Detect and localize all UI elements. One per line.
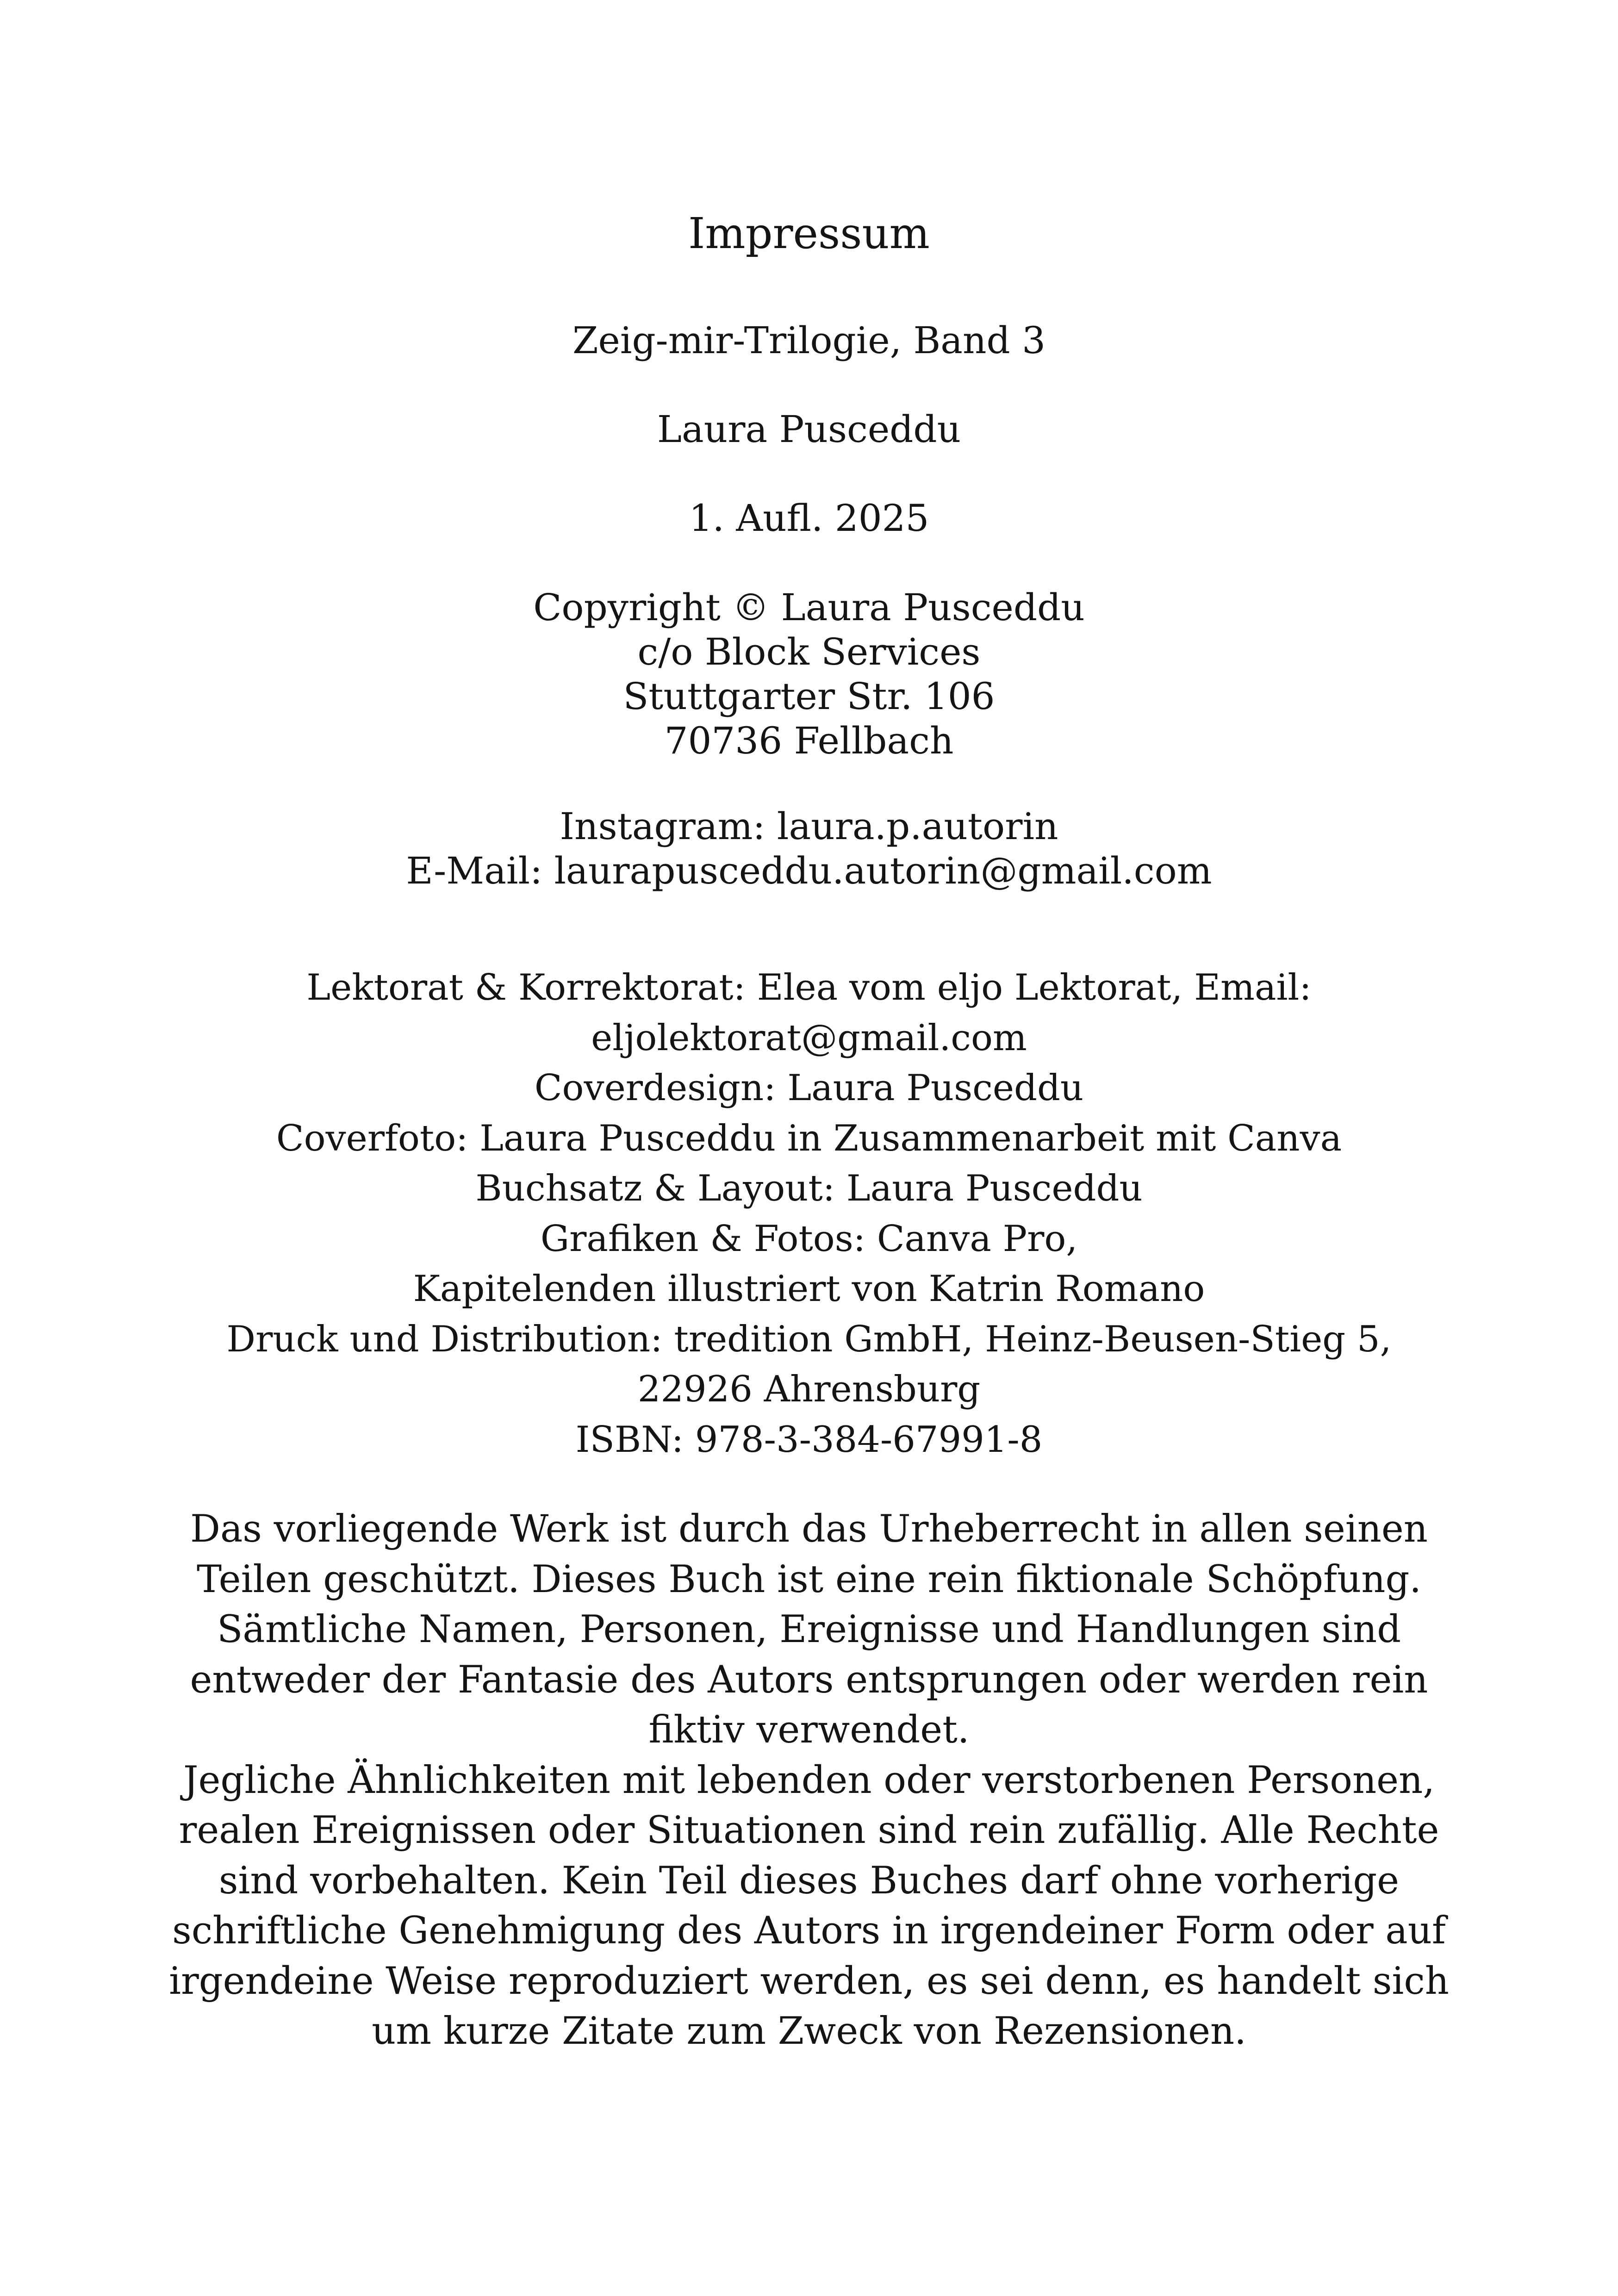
page-title: Impressum <box>688 209 930 258</box>
credit-line: Grafiken & Fotos: Canva Pro, <box>540 1218 1078 1260</box>
credit-line: eljolektorat@gmail.com <box>591 1017 1027 1059</box>
legal-line: entweder der Fantasie des Autors entsprungen oder werden rein <box>190 1658 1428 1702</box>
legal-notice <box>0 1504 1618 2057</box>
contact-info <box>0 804 1618 893</box>
legal-line: um kurze Zitate zum Zweck von Rezensionen. <box>372 2010 1246 2053</box>
edition-info: 1. Aufl. 2025 <box>689 497 929 540</box>
credits-list <box>0 963 1618 1465</box>
legal-line: Sämtliche Namen, Personen, Ereignisse und Handlungen sind <box>217 1608 1401 1651</box>
credit-line: Kapitelenden illustriert von Katrin Romano <box>413 1268 1205 1310</box>
legal-line: Jegliche Ähnlichkeiten mit lebenden oder verstorbenen Personen, <box>183 1758 1435 1802</box>
address-street-line: Stuttgarter Str. 106 <box>623 675 995 718</box>
credit-line: Druck und Distribution: tredition GmbH, Heinz-Beusen-Stieg 5, <box>226 1318 1392 1360</box>
legal-line: schriftliche Genehmigung des Autors in irgendeiner Form oder auf <box>172 1909 1446 1953</box>
credit-line: Coverfoto: Laura Pusceddu in Zusammenarbeit mit Canva <box>276 1117 1342 1159</box>
author-name: Laura Pusceddu <box>657 408 961 451</box>
credit-line: Lektorat & Korrektorat: Elea vom eljo Lektorat, Email: <box>306 967 1312 1008</box>
address-city-line: 70736 Fellbach <box>664 719 954 762</box>
series-title: Zeig-mir-Trilogie, Band 3 <box>572 319 1046 362</box>
address-co-line: c/o Block Services <box>637 630 981 673</box>
credit-line: Buchsatz & Layout: Laura Pusceddu <box>475 1168 1143 1209</box>
copyright-line: Copyright © Laura Pusceddu <box>533 586 1085 629</box>
copyright-address <box>0 585 1618 763</box>
isbn-line: ISBN: 978-3-384-67991-8 <box>575 1419 1043 1461</box>
legal-line: realen Ereignissen oder Situationen sind rein zufällig. Alle Rechte <box>179 1809 1439 1852</box>
legal-line: fiktiv verwendet. <box>648 1708 970 1752</box>
legal-line: irgendeine Weise reproduziert werden, es sei denn, es handelt sich <box>169 1959 1449 2003</box>
credit-line: Coverdesign: Laura Pusceddu <box>534 1067 1084 1109</box>
legal-line: Das vorliegende Werk ist durch das Urheberrecht in allen seinen <box>190 1507 1428 1551</box>
email-address: E-Mail: laurapusceddu.autorin@gmail.com <box>406 849 1212 892</box>
legal-line: Teilen geschützt. Dieses Buch ist eine rein fiktionale Schöpfung. <box>196 1557 1422 1601</box>
credit-line: 22926 Ahrensburg <box>637 1369 981 1410</box>
instagram-handle: Instagram: laura.p.autorin <box>560 805 1058 848</box>
legal-line: sind vorbehalten. Kein Teil dieses Buches darf ohne vorherige <box>218 1859 1400 1903</box>
